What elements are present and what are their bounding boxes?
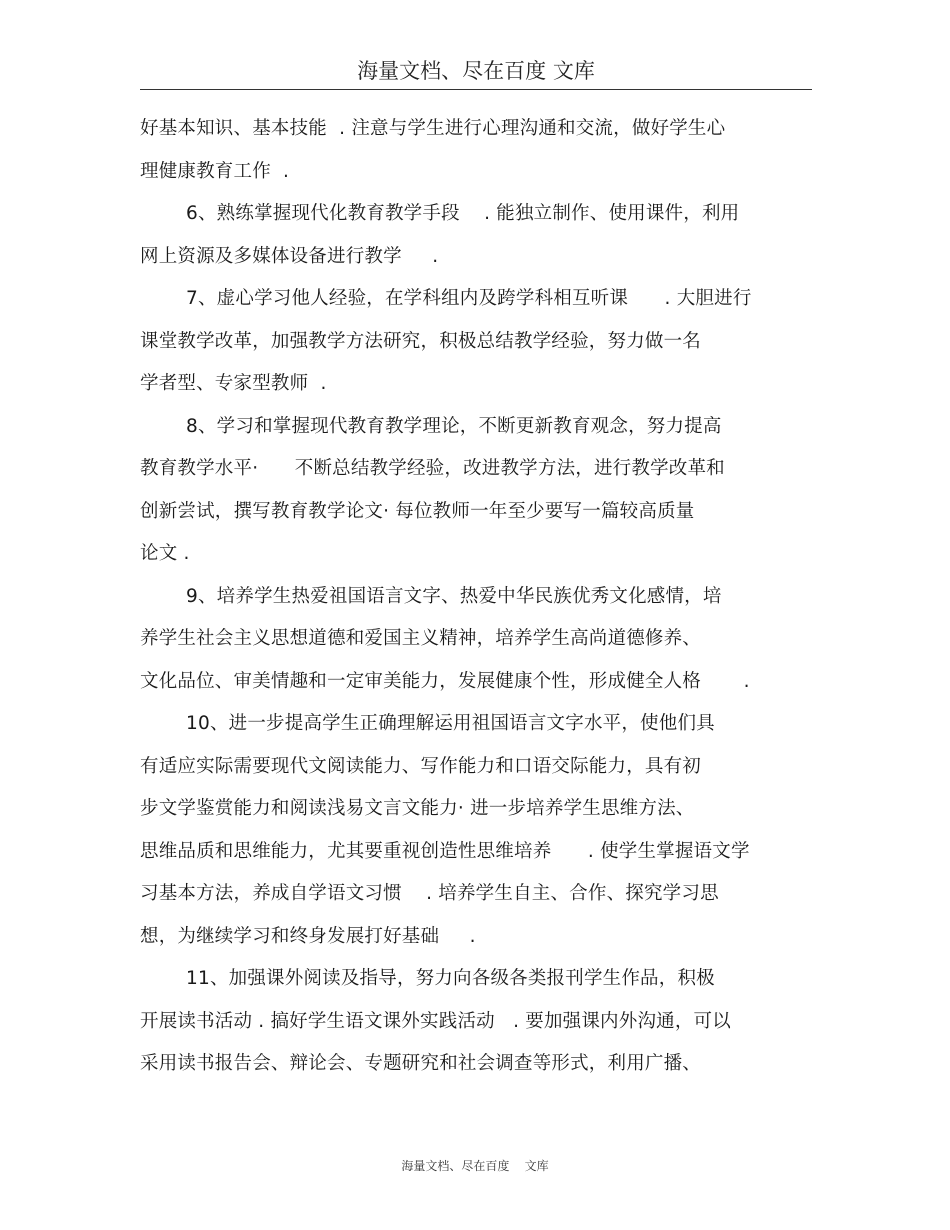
list-item-8: 8、学习和掌握现代教育教学理论，不断更新教育观念，努力提高 bbox=[186, 415, 722, 437]
text-line: 习基本方法，养成自学语文习惯 . 培养学生自主、合作、探究学习思 bbox=[140, 883, 719, 904]
page-header-title: 海量文档、尽在百度 文库 bbox=[357, 59, 595, 83]
text-line: 思维品质和思维能力，尤其要重视创造性思维培养 . 使学生掌握语文学 bbox=[140, 840, 750, 862]
list-item-9: 9、培养学生热爱祖国语言文字、热爱中华民族优秀文化感情，培 bbox=[186, 585, 722, 607]
list-item-11: 11、加强课外阅读及指导，努力向各级各类报刊学生作品，积极 bbox=[186, 968, 715, 989]
text-line: 文化品位、审美情趣和一定审美能力，发展健康个性，形成健全人格 . bbox=[140, 670, 750, 692]
list-item-10: 10、进一步提高学生正确理解运用祖国语言文字水平，使他们具 bbox=[186, 713, 715, 734]
header-divider bbox=[140, 89, 812, 90]
text-line: 学者型、专家型教师 . bbox=[140, 373, 327, 394]
list-item-6: 6、熟练掌握现代化教育教学手段 . 能独立制作、使用课件，利用 bbox=[186, 203, 740, 224]
text-line: 采用读书报告会、辩论会、专题研究和社会调查等形式，利用广播、 bbox=[140, 1053, 702, 1074]
text-line: 有适应实际需要现代文阅读能力、写作能力和口语交际能力，具有初 bbox=[140, 755, 702, 777]
list-item-7: 7、虚心学习他人经验，在学科组内及跨学科相互听课 . 大胆进行 bbox=[186, 288, 752, 309]
text-line: 理健康教育工作 . bbox=[140, 160, 290, 182]
text-line: 想，为继续学习和终身发展打好基础 . bbox=[140, 925, 476, 947]
text-line: 开展读书活动 . 搞好学生语文课外实践活动 . 要加强课内外沟通，可以 bbox=[140, 1010, 731, 1032]
document-body bbox=[140, 108, 812, 1086]
text-line: 好基本知识、基本技能 . 注意与学生进行心理沟通和交流，做好学生心 bbox=[140, 118, 726, 139]
page-footer-text: 海量文档、尽在百度 文库 bbox=[401, 1159, 549, 1173]
text-line: 教育教学水平· 不断总结教学经验，改进教学方法，进行教学改革和 bbox=[140, 458, 725, 479]
text-line: 网上资源及多媒体设备进行教学 . bbox=[140, 245, 439, 267]
text-line: 步文学鉴赏能力和阅读浅易文言文能力· 进一步培养学生思维方法、 bbox=[140, 798, 695, 819]
text-line: 课堂教学改革，加强教学方法研究，积极总结教学经验，努力做一名 bbox=[140, 330, 702, 352]
text-line: 创新尝试，撰写教育教学论文· 每位教师一年至少要写一篇较高质量 bbox=[140, 500, 695, 522]
text-line: 养学生社会主义思想道德和爱国主义精神，培养学生高尚道德修养、 bbox=[140, 628, 702, 649]
text-line: 论文 . bbox=[140, 543, 190, 564]
